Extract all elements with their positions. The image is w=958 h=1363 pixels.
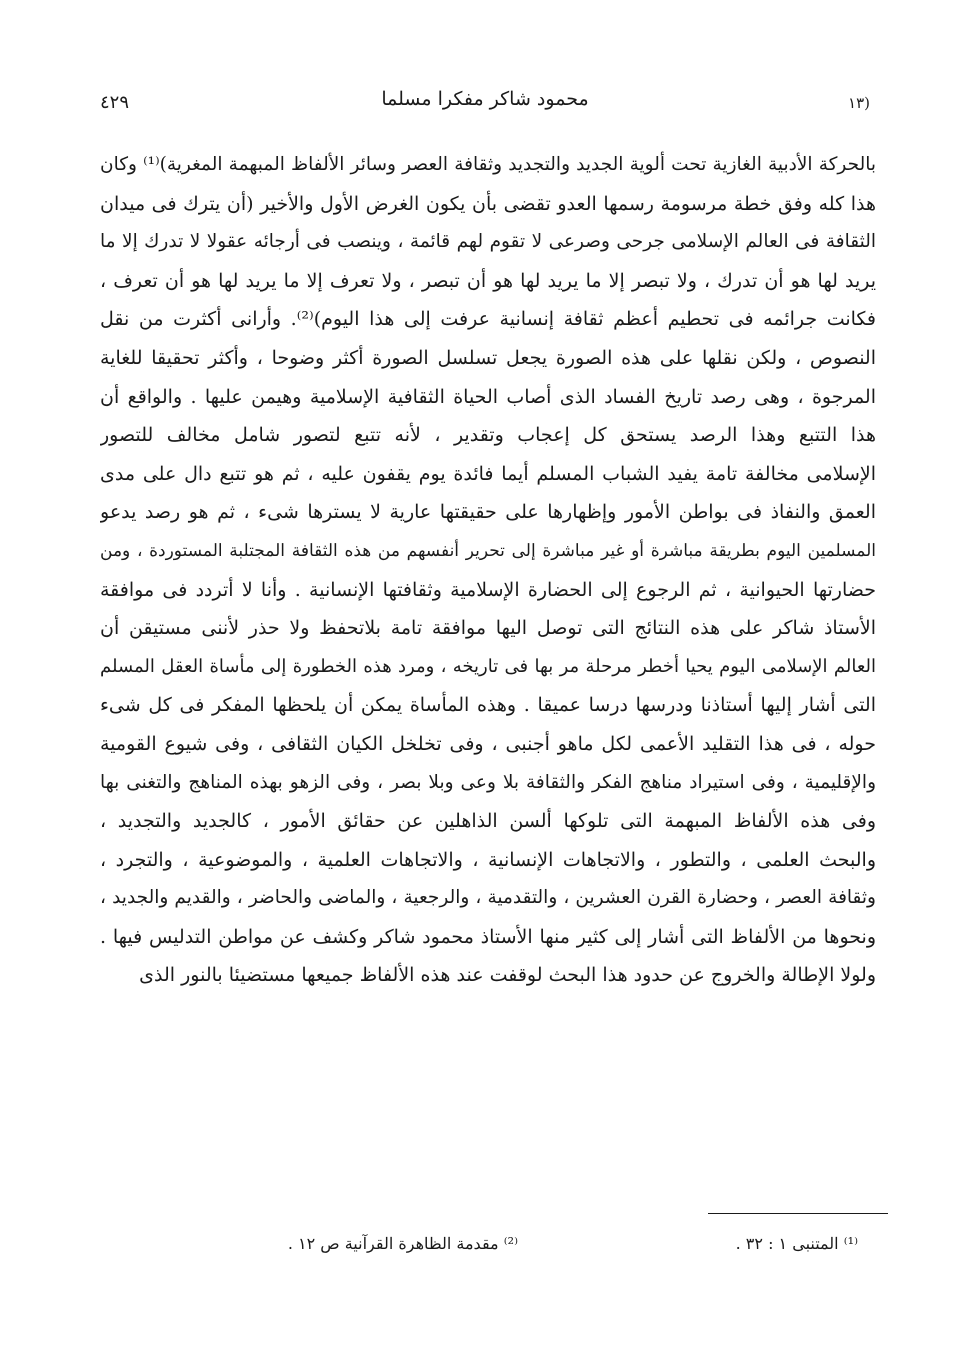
text-line: حوله ، فى هذا التقليد الأعمى لكل ماهو أجنبى ، وفى تخلخل الكيان الثقافى ، وفى شيوع القومية	[100, 732, 876, 755]
text-line: ولولا الإطالة والخروج عن حدود هذا البحث لوقفت عند هذه الألفاظ جميعها مستضيئا بالنور الذى	[139, 964, 876, 987]
text-line: وثقافة العصر ، وحضارة القرن العشرين ، والتقدمية ، والرجعية ، والماضى والحاضر ، والقديم والجديد ،	[100, 887, 876, 909]
running-title: محمود شاكر مفكرا مسلما	[381, 88, 589, 110]
text-line: يريد لها هو أن تدرك ، ولا تبصر إلا ما يريد لها هو أن تبصر ، ولا تعرف إلا ما يريد لها هو أن تعرف ،	[100, 269, 876, 292]
text-line: المسلمين اليوم بطريقة مباشرة أو غير مباشرة إلى تحرير أنفسهم من هذه الثقافة المجتلبة المستوردة ، ومن	[100, 540, 876, 561]
text-line: وفى هذه الألفاظ المبهمة التى تلوكها ألسن الذاهلين عن حقائق الأمور ، كالجديد والتجديد ،	[100, 810, 876, 833]
text-line: ونحوها من الألفاظ التى أشار إلى كثير منها الأستاذ محمود شاكر وكشف عن مواطن التدليس فيها .	[100, 925, 876, 948]
footnotes	[100, 1234, 858, 1264]
body-text	[100, 146, 876, 995]
signature-mark: (١٣	[848, 94, 870, 112]
text-line: الإسلامى مخالفة تامة يفيد الشباب المسلم أيما فائدة يوم يقفون عليه ، ثم هو تتبع دال على مدى	[100, 462, 876, 485]
text-line: فكانت جرائمه فى تحطيم أعظم ثقافة إنسانية عرفت إلى هذا اليوم)⁽²⁾. وأرانى أكثرت من نقل	[100, 308, 876, 331]
text-line: النصوص ، ولكن نقلها على هذه الصورة يجعل تسلسل الصورة أكثر وضوحا ، وأكثر تحقيقا للغاية	[100, 346, 876, 369]
text-line: الثقافة فى العالم الإسلامى جرحى وصرعى لا تقوم لهم قائمة ، وينصب فى أرجائه عقولا لا تدرك إلا ما	[100, 231, 876, 253]
text-line: التى أشار إليها أستاذنا ودرسها درسا عميقا . وهذه المأساة يمكن أن يلحظها المفكر فى كل شىء	[100, 694, 876, 717]
text-line: والإقليمية ، وفى استيراد مناهج الفكر والثقافة بلا وعى وبلا بصر ، وفى الزهو بهذه المناهج والتغنى بها	[100, 771, 876, 793]
text-line: والبحث العلمى ، والتطور ، والاتجاهات الإنسانية ، والاتجاهات العلمية ، والموضوعية ، والتجرد ،	[100, 848, 876, 871]
footnote-separator	[708, 1213, 888, 1214]
text-line: الأستاذ شاكر على هذه النتائج التى توصل اليها موافقة تامة بلاتحفظ ولا حذر لأننى مستيقن أن	[100, 617, 876, 640]
text-line: المرجوة ، وهى رصد تاريخ الفساد الذى أصاب الحياة الثقافية الإسلامية وهيمن عليها . والواقع أن	[100, 385, 876, 408]
text-line: حضارتها الحيوانية ، ثم الرجوع إلى الحضارة الإسلامية وثقافتها الإنسانية . وأنا لا أتردد فى موافقة	[100, 578, 876, 601]
text-line: بالحركة الأدبية الغازية تحت ألوية الجديد والتجديد وثقافة العصر وسائر الألفاظ المبهمة المغرية)⁽¹⁾ وكان	[100, 154, 876, 175]
text-line: هذا كله وفق خطة مرسومة رسمها العدو تقضى بأن يكون الغرض الأول والأخير (أن يترك فى ميدان	[100, 192, 876, 215]
page-header	[100, 88, 870, 118]
page-number: ٤٢٩	[100, 92, 130, 113]
text-line: العمق والنفاذ فى بواطن الأمور وإظهارها على حقيقتها عارية لا يسترها شىء ، ثم هو رصد يدعو	[100, 501, 876, 524]
footnote-1: ⁽¹⁾ المتنبى ١ : ٣٢ .	[735, 1234, 858, 1253]
text-line: هذا التتبع وهذا الرصد يستحق كل إعجاب وتقدير ، لأنه تتبع لتصور شامل مخالف للتصور	[100, 424, 876, 447]
footnote-2: ⁽²⁾ مقدمة الظاهرة القرآنية ص ١٢ .	[287, 1234, 518, 1253]
text-line: العالم الإسلامى اليوم يحيا أخطر مرحلة مر بها فى تاريخه ، ومرد هذه الخطورة إلى مأساة العقل المسلم	[100, 655, 876, 677]
